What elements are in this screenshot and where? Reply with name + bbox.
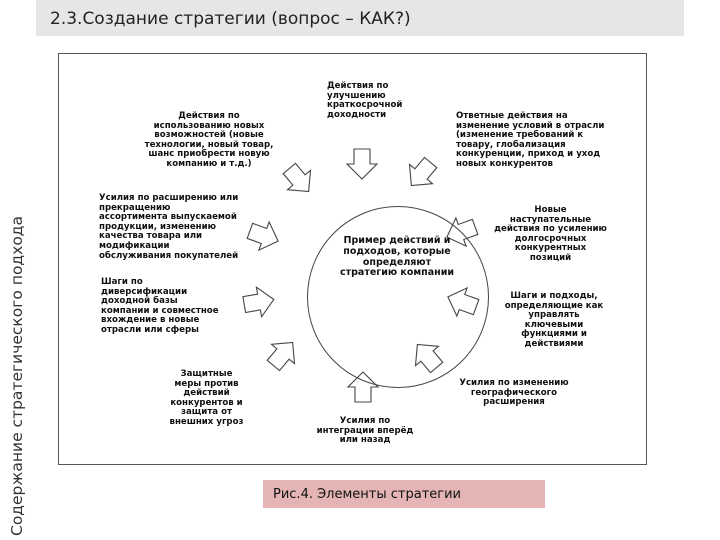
label-left-lower: Шаги по диверсификации доходной базы компании и совместное вхождение в новые отрасли или сферы <box>101 277 219 335</box>
page-title: 2.3.Создание стратегии (вопрос – КАК?) <box>50 9 411 29</box>
diagram-frame <box>58 53 647 465</box>
label-bottom: Усилия по интеграции вперёд или назад <box>316 416 414 446</box>
arrow-top-right <box>400 153 442 195</box>
center-label: Пример действий и подходов, которые определяют стратегию компании <box>339 235 455 279</box>
arrow-left-lower <box>242 285 277 320</box>
arrow-top <box>347 149 377 179</box>
label-bottom-left: Защитные меры против действий конкурентов и защита от внешних угроз <box>169 369 244 427</box>
title-bar <box>36 0 684 36</box>
side-label: Содержание стратегического подхода <box>8 215 26 536</box>
caption-box <box>263 480 545 508</box>
label-right-lower: Шаги и подходы, определяющие как управлять ключевыми функциями и действиями <box>504 291 604 349</box>
sidebar <box>0 0 44 540</box>
label-top-right: Ответные действия на изменение условий в отрасли (изменение требований к товару, глобализация конкуренции, приход и уход новых конкурентов <box>456 111 605 169</box>
arrow-bottom-left <box>262 333 304 375</box>
label-top: Действия по улучшению краткосрочной доходности <box>327 81 403 120</box>
label-right-upper: Новые наступательные действия по усилению долгосрочных конкурентных позиций <box>494 205 607 263</box>
label-top-left: Действия по использованию новых возможностей (новые технологии, новый товар, шанс приобрести новую компанию и т.д.) <box>144 111 274 169</box>
label-bottom-right: Усилия по изменению географического расширения <box>459 378 569 408</box>
center-circle <box>307 206 489 388</box>
figure-caption: Рис.4. Элементы стратегии <box>273 487 461 502</box>
arrow-top-left <box>278 159 320 201</box>
label-left-upper: Усилия по расширению или прекращению ассортимента выпускаемой продукции, изменению качества товара или модификации обслуживания покупателей <box>99 193 239 261</box>
arrow-left-upper <box>245 217 283 255</box>
